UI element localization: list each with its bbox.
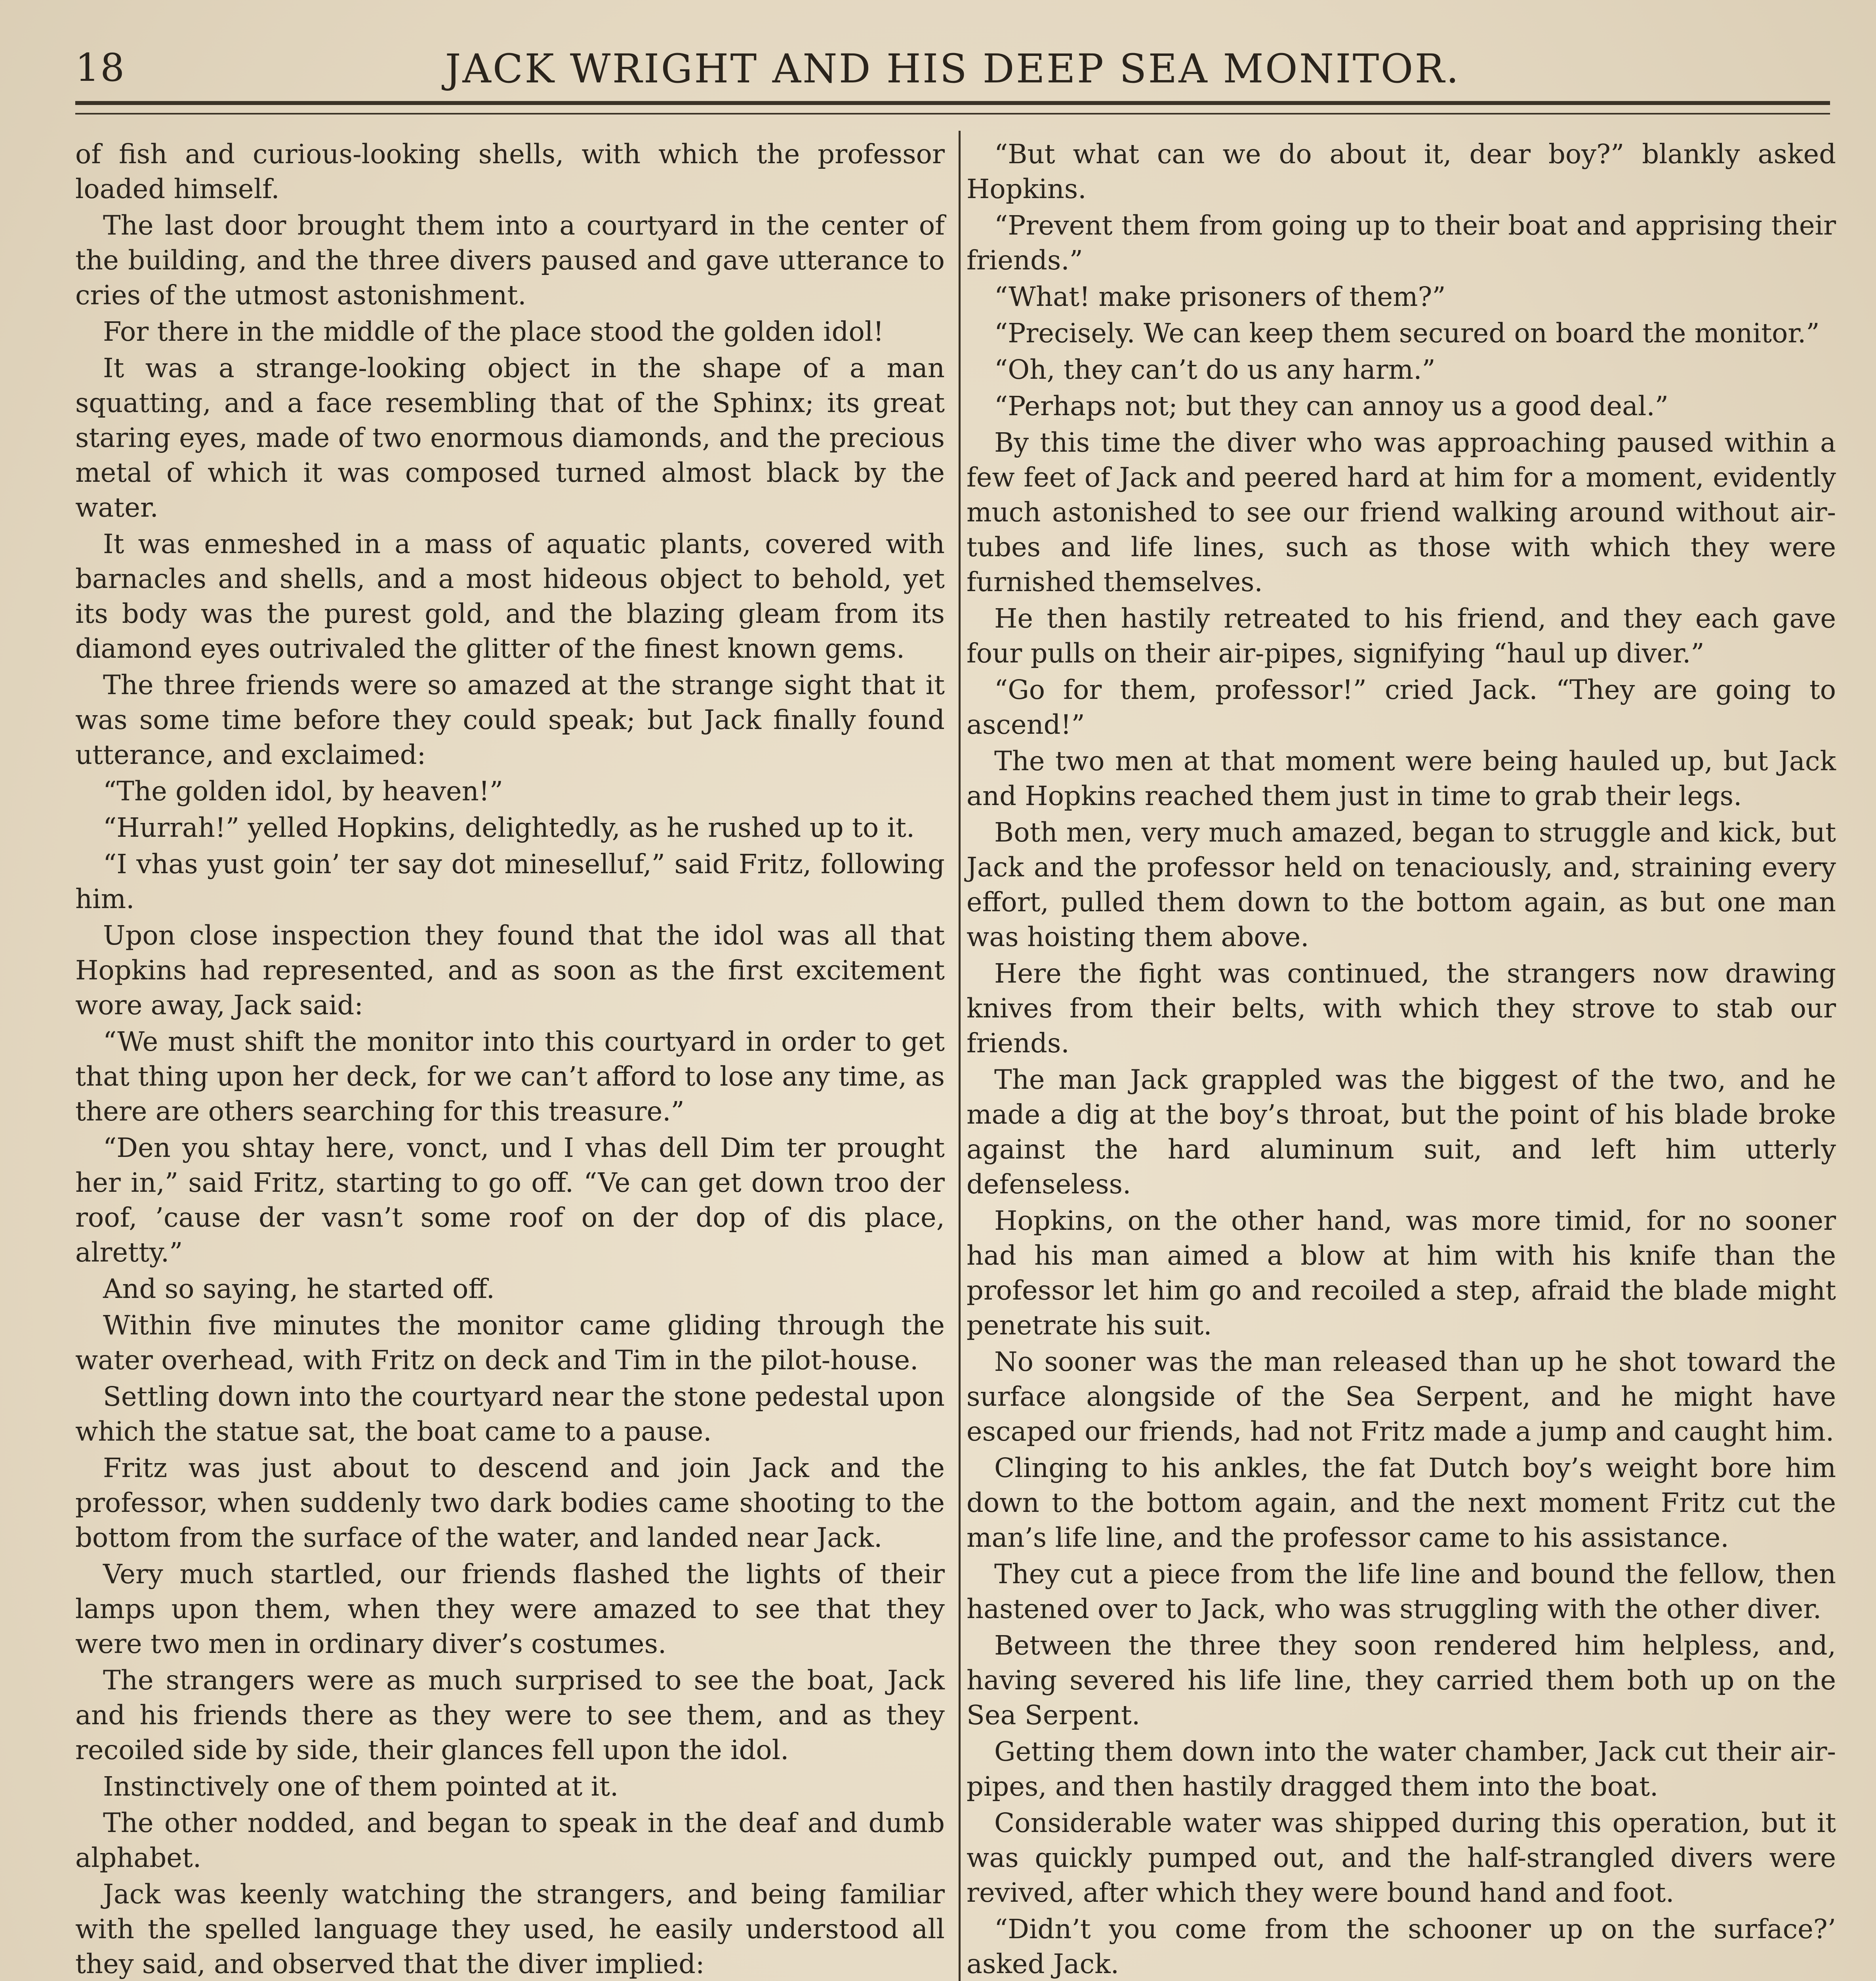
paragraph: Hopkins, on the other hand, was more timid, for no sooner had his man aimed a blow at him with his knife than the professor let him go and recoiled a step, afraid the blade might penetrate his suit.	[967, 1205, 1836, 1341]
paragraph: “Perhaps not; but they can annoy us a good deal.”	[994, 391, 1669, 422]
page-number: 18	[75, 46, 126, 90]
paragraph: For there in the middle of the place stood the golden idol!	[103, 316, 884, 347]
paragraph: “But what can we do about it, dear boy?” blankly asked Hopkins.	[967, 139, 1836, 204]
paragraph: It was enmeshed in a mass of aquatic plants, covered with barnacles and shells, and a most hideous object to behold, yet its body was the purest gold, and the blazing gleam from its diamond eyes outrivaled the glitter of the finest known gems.	[75, 529, 945, 664]
left-paragraphs	[75, 137, 945, 1981]
paragraph: “Oh, they can’t do us any harm.”	[994, 354, 1436, 385]
paragraph: “We must shift the monitor into this courtyard in order to get that thing upon her deck, for we can’t afford to lose any time, as there are others searching for this treasure.”	[75, 1026, 945, 1127]
paragraph: The other nodded, and began to speak in the deaf and dumb alphabet.	[75, 1807, 945, 1873]
right-column	[967, 137, 1836, 1981]
right-paragraphs	[967, 137, 1836, 1981]
paragraph: “Precisely. We can keep them secured on board the monitor.”	[994, 318, 1820, 349]
paragraph: Clinging to his ankles, the fat Dutch boy’s weight bore him down to the bottom again, and the next moment Fritz cut the man’s life line, and the professor came to his assistance.	[967, 1452, 1836, 1553]
paragraph: The two men at that moment were being hauled up, but Jack and Hopkins reached them just in time to grab their legs.	[967, 746, 1836, 811]
paragraph: Fritz was just about to descend and join Jack and the professor, when suddenly two dark bodies came shooting to the bottom from the surface of the water, and landed near Jack.	[75, 1452, 945, 1553]
paragraph: Within five minutes the monitor came gliding through the water overhead, with Fritz on deck and Tim in the pilot-house.	[75, 1310, 945, 1376]
paragraph: Considerable water was shipped during this operation, but it was quickly pumped out, and the half-strangled divers were revived, after which they were bound hand and foot.	[967, 1807, 1836, 1908]
paragraph: He then hastily retreated to his friend, and they each gave four pulls on their air-pipes, signifying “haul up diver.”	[967, 603, 1836, 669]
paragraph: “Den you shtay here, vonct, und I vhas dell Dim ter prought her in,” said Fritz, starting to go off. “Ve can get down troo der roof, ’cause der vasn’t some roof on der dop of dis place, alretty.”	[75, 1132, 945, 1268]
paragraph: Upon close inspection they found that the idol was all that Hopkins had represented, and as soon as the first excitement wore away, Jack said:	[75, 920, 945, 1021]
page-header	[75, 38, 1830, 97]
paragraph: “The golden idol, by heaven!”	[103, 776, 503, 807]
paragraph: Settling down into the courtyard near the stone pedestal upon which the statue sat, the boat came to a pause.	[75, 1381, 945, 1447]
paragraph: Both men, very much amazed, began to struggle and kick, but Jack and the professor held on tenaciously, and, straining every effort, pulled them down to the bottom again, as but one man was hoisting them above.	[967, 817, 1836, 952]
paragraph: Very much startled, our friends flashed the lights of their lamps upon them, when they were amazed to see that they were two men in ordinary diver’s costumes.	[75, 1559, 945, 1659]
paragraph: It was a strange-looking object in the shape of a man squatting, and a face resembling that of the Sphinx; its great staring eyes, made of two enormous diamonds, and the precious metal of which it was composed turned almost black by the water.	[75, 353, 945, 523]
paragraph: “What! make prisoners of them?”	[994, 281, 1446, 312]
column-divider	[959, 131, 961, 1981]
paragraph: Jack was keenly watching the strangers, and being familiar with the spelled language they used, he easily understood all they said, and observed that the diver implied:	[75, 1879, 945, 1979]
paragraph: They cut a piece from the life line and bound the fellow, then hastened over to Jack, who was struggling with the other diver.	[967, 1559, 1836, 1624]
paragraph: No sooner was the man released than up he shot toward the surface alongside of the Sea Serpent, and he might have escaped our friends, had not Fritz made a jump and caught him.	[967, 1346, 1836, 1447]
paragraph: Here the fight was continued, the strangers now drawing knives from their belts, with which they strove to stab our friends.	[967, 958, 1836, 1059]
paragraph: Between the three they soon rendered him helpless, and, having severed his life line, they carried them both up on the Sea Serpent.	[967, 1630, 1836, 1731]
paragraph: of fish and curious-looking shells, with which the professor loaded himself.	[75, 139, 945, 204]
paragraph: “Didn’t you come from the schooner up on the surface?’ asked Jack.	[967, 1914, 1836, 1979]
left-column	[75, 137, 945, 1981]
paragraph: The man Jack grappled was the biggest of the two, and he made a dig at the boy’s throat, but the point of his blade broke against the hard aluminum suit, and left him utterly defenseless.	[967, 1064, 1836, 1200]
paragraph: “I vhas yust goin’ ter say dot mineselluf,” said Fritz, following him.	[75, 849, 945, 914]
paragraph: And so saying, he started off.	[103, 1273, 495, 1304]
paragraph: “Hurrah!” yelled Hopkins, delightedly, as he rushed up to it.	[103, 812, 915, 843]
paragraph: “Prevent them from going up to their boat and apprising their friends.”	[967, 210, 1836, 276]
paragraph: “Go for them, professor!” cried Jack. “They are going to ascend!”	[967, 674, 1836, 740]
header-rule	[75, 101, 1830, 105]
paragraph: Instinctively one of them pointed at it.	[103, 1771, 619, 1802]
paragraph: The strangers were as much surprised to see the boat, Jack and his friends there as they were to see them, and as they recoiled side by side, their glances fell upon the idol.	[75, 1665, 945, 1765]
paragraph: The three friends were so amazed at the strange sight that it was some time before they could speak; but Jack finally found utterance, and exclaimed:	[75, 670, 945, 770]
paragraph: The last door brought them into a courtyard in the center of the building, and the three divers paused and gave utterance to cries of the utmost astonishment.	[75, 210, 945, 311]
header-rule-thin	[75, 113, 1830, 115]
paragraph: Getting them down into the water chamber, Jack cut their air-pipes, and then hastily dragged them into the boat.	[967, 1736, 1836, 1802]
paragraph: By this time the diver who was approaching paused within a few feet of Jack and peered hard at him for a moment, evidently much astonished to see our friend walking around without air-tubes and life lines, such as those with which they were furnished themselves.	[967, 427, 1836, 597]
running-title: JACK WRIGHT AND HIS DEEP SEA MONITOR.	[445, 46, 1460, 92]
